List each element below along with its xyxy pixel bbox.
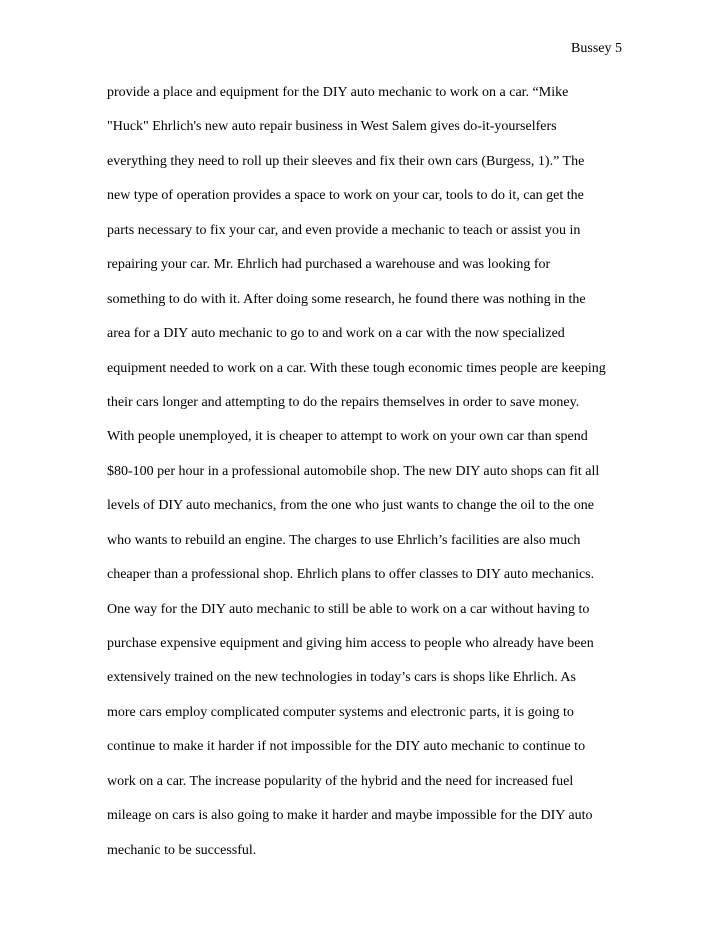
running-header-page-number: Bussey 5 [571, 41, 622, 56]
text-line: "Huck" Ehrlich's new auto repair business in West Salem gives do-it-yourselfers [107, 119, 557, 135]
text-line: area for a DIY auto mechanic to go to and work on a car with the now specialized [107, 326, 565, 342]
text-line: cheaper than a professional shop. Ehrlich plans to offer classes to DIY auto mechanics. [107, 567, 595, 583]
text-line: With people unemployed, it is cheaper to attempt to work on your own car than spend [107, 429, 588, 445]
text-line: provide a place and equipment for the DIY auto mechanic to work on a car. “Mike [107, 85, 569, 100]
text-line: $80-100 per hour in a professional automobile shop. The new DIY auto shops can fit all [107, 463, 600, 479]
text-line: mechanic to be successful. [107, 842, 257, 858]
text-line: purchase expensive equipment and giving him access to people who already have been [107, 636, 594, 651]
text-line: more cars employ complicated computer systems and electronic parts, it is going to [107, 704, 574, 720]
text-line: extensively trained on the new technologies in today’s cars is shops like Ehrlich. As [107, 670, 576, 686]
text-line: their cars longer and attempting to do the repairs themselves in order to save money. [107, 394, 580, 410]
text-line: parts necessary to fix your car, and even provide a mechanic to teach or assist you in [107, 222, 581, 238]
text-line: repairing your car. Mr. Ehrlich had purchased a warehouse and was looking for [107, 257, 551, 273]
body-paragraph [107, 84, 707, 876]
text-line: continue to make it harder if not impossible for the DIY auto mechanic to continue to [107, 739, 586, 755]
text-line: mileage on cars is also going to make it harder and maybe impossible for the DIY auto [107, 808, 593, 824]
text-line: One way for the DIY auto mechanic to still be able to work on a car without having to [107, 601, 590, 617]
text-line: equipment needed to work on a car. With these tough economic times people are keeping [107, 360, 606, 376]
text-line: levels of DIY auto mechanics, from the one who just wants to change the oil to the one [107, 498, 595, 514]
text-line: everything they need to roll up their sleeves and fix their own cars (Burgess, 1).” The [107, 153, 585, 169]
text-line: new type of operation provides a space to work on your car, tools to do it, can get the [107, 188, 584, 204]
text-line: work on a car. The increase popularity of the hybrid and the need for increased fuel [107, 773, 574, 789]
text-line: something to do with it. After doing some research, he found there was nothing in the [107, 291, 586, 307]
text-line: who wants to rebuild an engine. The charges to use Ehrlich’s facilities are also much [107, 532, 581, 548]
